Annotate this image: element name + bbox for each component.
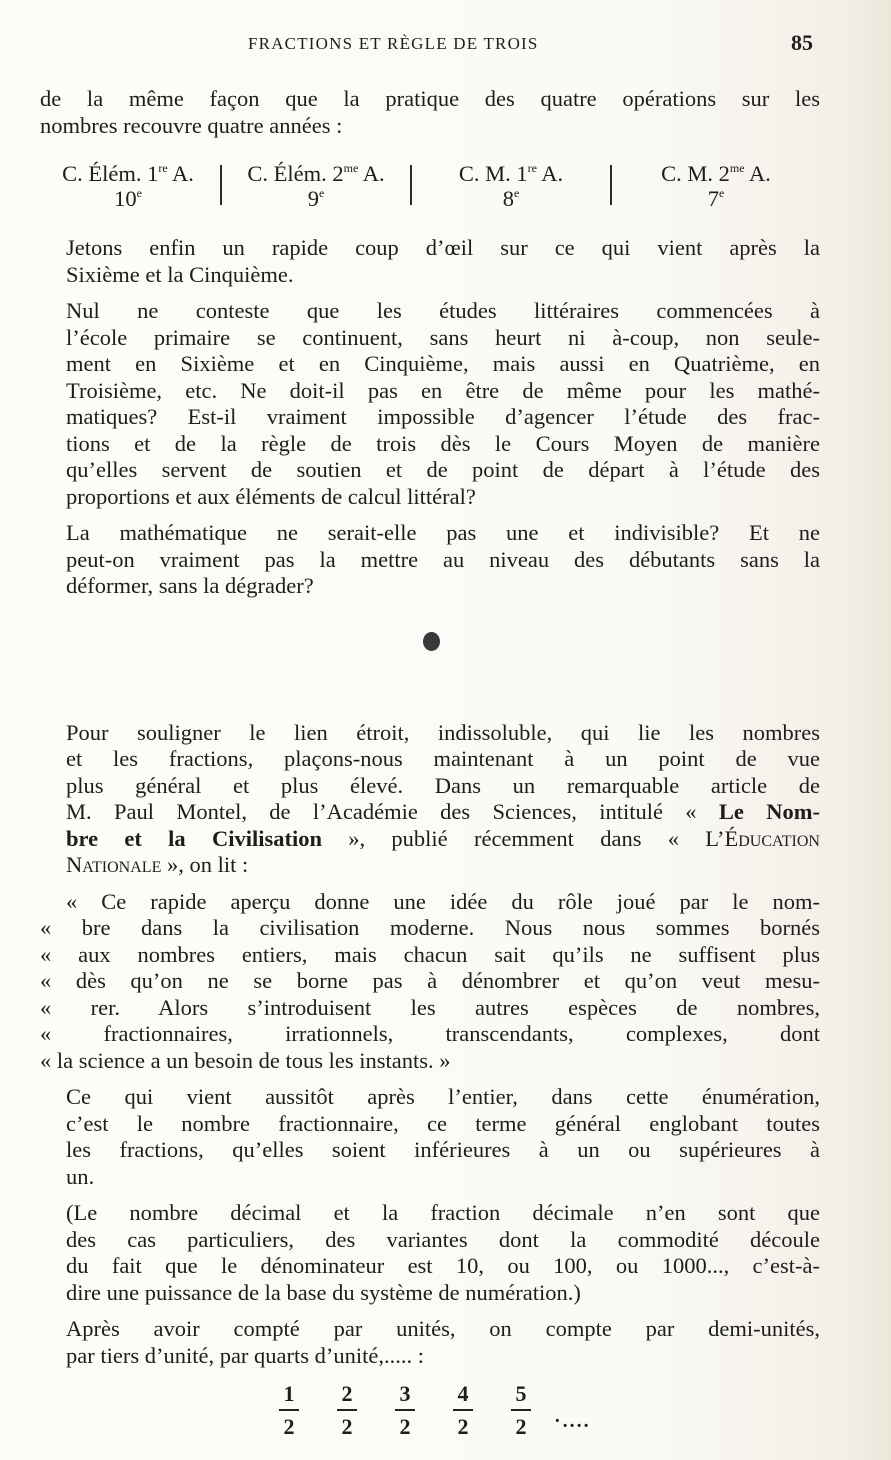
section-separator [40, 610, 820, 720]
paragraph-p1: Jetons enfin un rapide coup d’œil sur ce qui vient après la Sixième et la Cinquième. [66, 235, 820, 287]
running-title: FRACTIONS ET RÈGLE DE TROIS [248, 34, 539, 53]
article-title: Le Nom- [718, 799, 820, 824]
column-divider [220, 165, 222, 205]
page-body [40, 86, 820, 1379]
fraction: $\frac{1}{2}$ [278, 1381, 300, 1439]
paragraph-p6: (Le nombre décimal et la fraction décimale n’en sont que des cas particuliers, des variantes dont la commodité découle du fait que le dénominateur est 10, ou 100, ou 1000..., c’est-à- dire une puissance de la base du système de numération.) [66, 1200, 820, 1305]
paragraph-p5: Ce qui vient aussitôt après l’entier, dans cette énumération, c’est le nombre fractionnaire, ce terme général englobant toutes les fractions, qu’elles soient inférieures à un ou supérieures à un. [66, 1084, 820, 1189]
journal-title: L’Éducation [705, 825, 820, 851]
fraction: $\frac{2}{2}$ [336, 1381, 358, 1439]
grade-cell: C. M. 1re A. 8e [458, 161, 564, 211]
grade-cell: C. M. $2^{me}$ A. 7e [661, 161, 771, 211]
fraction-sequence [278, 1381, 591, 1439]
fraction: $\frac{4}{2}$ [452, 1381, 474, 1439]
paragraph-p3: La mathématique ne serait-elle pas une et indivisible? Et ne peut-on vraiment pas la mettre au niveau des débutants sans la déformer, sans la dégrader? [66, 520, 820, 598]
article-title: bre et la Civilisation [66, 825, 322, 851]
ellipsis: ·.... [554, 1410, 591, 1432]
bullet-icon [423, 632, 440, 651]
grade-table [40, 161, 820, 211]
journal-title: Nationale [66, 852, 162, 877]
running-head [0, 30, 891, 60]
text-line: de la même façon que la pratique des quatre opérations sur les [40, 86, 820, 111]
paragraph-p4: Pour souligner le lien étroit, indissoluble, qui lie les nombres et les fractions, plaçons-nous maintenant à un point de vue plus général et plus élevé. Dans un remarquable article de M. Paul Montel, de l’Académie des Sciences, intitulé « Le Nom- bre et la Civilisation », publié récemment dans « L’Éducation Nationale », on lit : [66, 719, 820, 877]
fraction: $\frac{3}{2}$ [394, 1381, 416, 1439]
grade-cell: C. Élém. 1re A. 10e [62, 161, 194, 211]
grade-cell: C. Élém. $2^{me}$ A. 9e [247, 161, 385, 211]
fraction: $\frac{5}{2}$ [510, 1381, 532, 1439]
text-line: nombres recouvre quatre années : [40, 112, 343, 138]
block-quote: « Ce rapide aperçu donne une idée du rôle joué par le nom- « bre dans la civilisation moderne. Nous nous sommes bornés « aux nombres entiers, mais chacun sait qu’ils ne suffisent plus « dès qu’on ne se borne pas à dénombrer et qu’on veut mesu- « rer. Alors s’introduisent les autres espèces de nombres, « fractionnaires, irrationnels, transcendants, complexes, dont « la science a un besoin de tous les instants. » [40, 888, 820, 1073]
intro-paragraph [40, 86, 820, 139]
page-number: 85 [791, 30, 813, 55]
column-divider [410, 165, 412, 205]
column-divider [610, 165, 612, 205]
paragraph-p7: Après avoir compté par unités, on compte par demi-unités, par tiers d’unité, par quarts d’unité,..... : [66, 1316, 820, 1368]
paragraph-p2: Nul ne conteste que les études littéraires commencées à l’école primaire se continuent, sans heurt ni à-coup, non seule- ment en Sixième et en Cinquième, mais aussi en Quatrième, en Troisième, etc. Ne doit-il pas en être de même pour les mathé- matiques? Est-il vraiment impossible d’agencer l’étude des frac- tions et de la règle de trois dès le Cours Moyen de manière qu’elles servent de soutien et de point de départ à l’étude des proportions et aux éléments de calcul littéral? [66, 298, 820, 509]
